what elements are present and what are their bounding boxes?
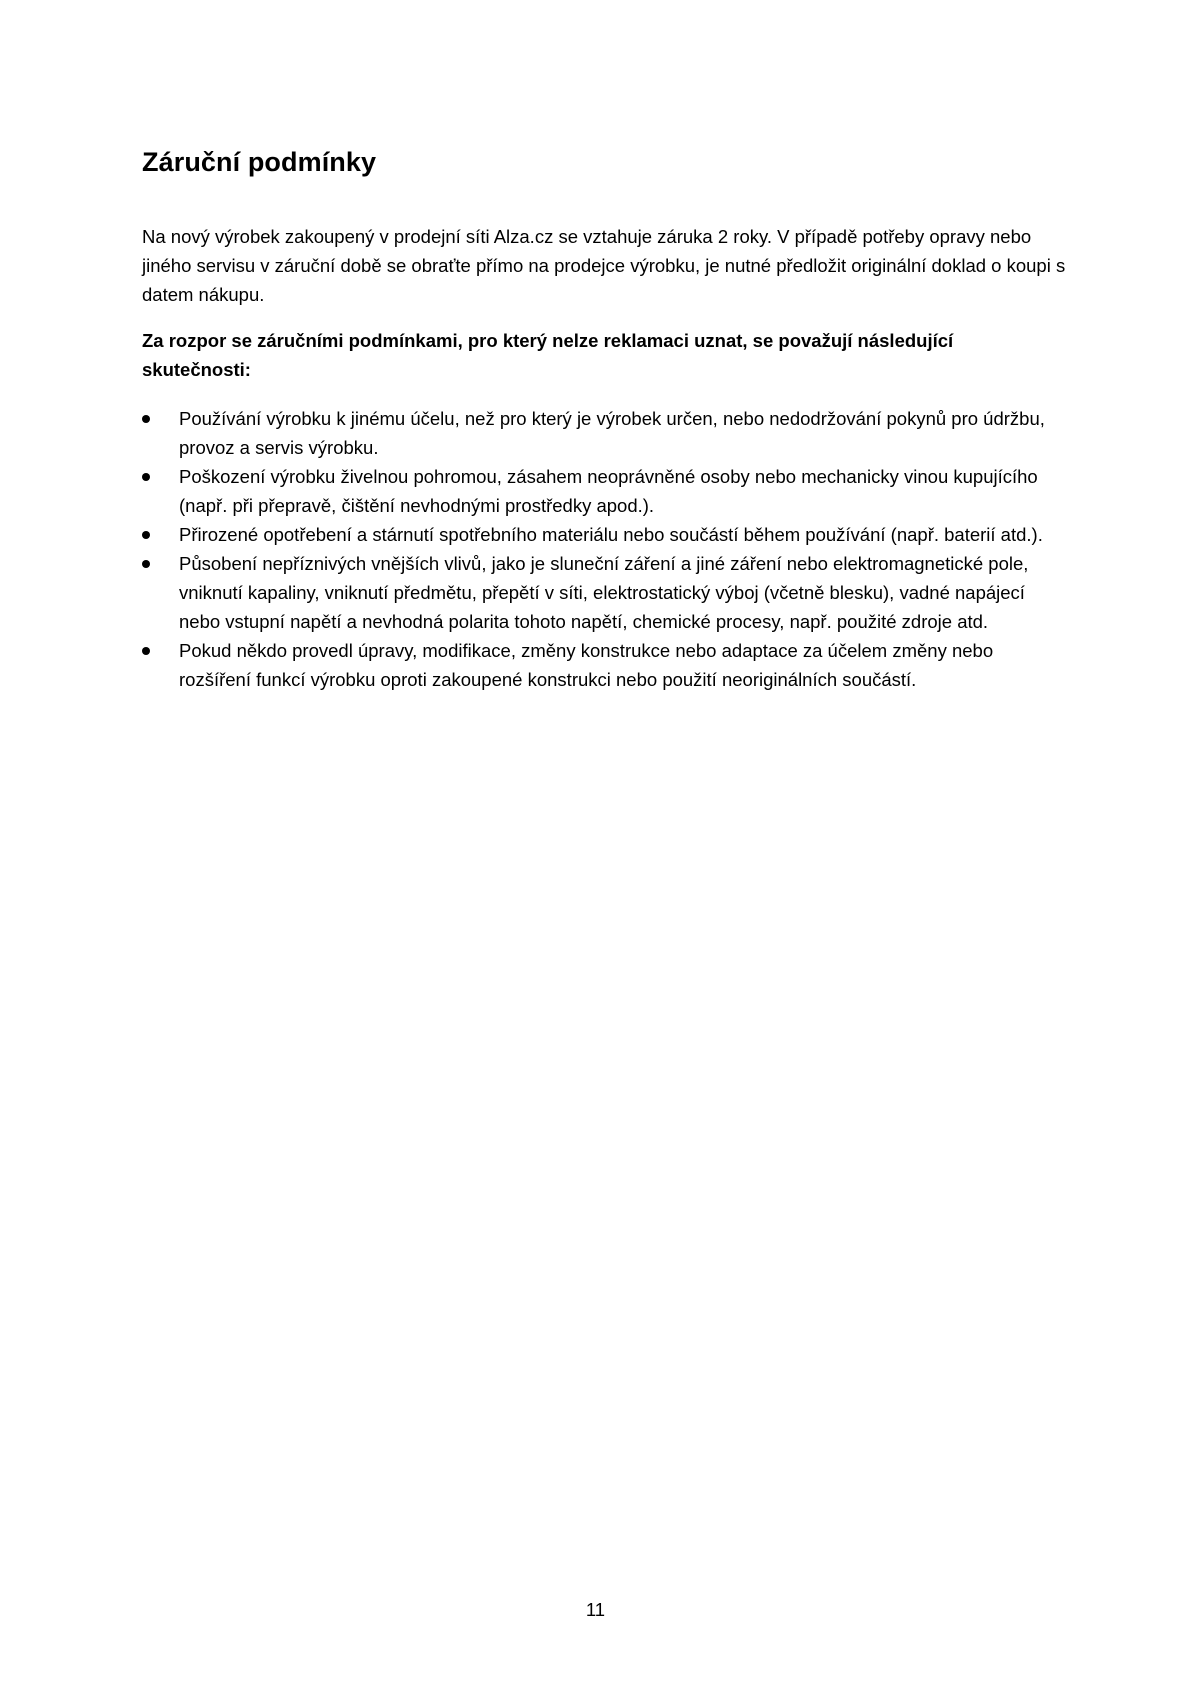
conditions-bullet-list [142, 404, 1067, 694]
page-content [142, 142, 1067, 694]
bullet-item [142, 462, 1067, 520]
bullet-item [142, 520, 1067, 549]
bullet-text: Poškození výrobku živelnou pohromou, zásahem neoprávněné osoby nebo mechanicky vinou kupujícího (např. při přepravě, čištění nevhodnými prostředky apod.). [179, 466, 1038, 516]
bullet-text: Používání výrobku k jinému účelu, než pro který je výrobek určen, nebo nedodržování pokynů pro údržbu, provoz a servis výrobku. [179, 408, 1045, 458]
bullet-item [142, 636, 1067, 694]
bullet-icon [142, 531, 150, 539]
bullet-item [142, 549, 1067, 636]
bullet-icon [142, 473, 150, 481]
page-number: 11 [585, 1599, 606, 1620]
bullet-icon [142, 647, 150, 655]
bullet-text: Působení nepříznivých vnějších vlivů, jako je sluneční záření a jiné záření nebo elektromagnetické pole, vniknutí kapaliny, vniknutí předmětu, přepětí v síti, elektrostatický výboj (včetně blesku), vadné napájecí nebo vstupní napětí a nevhodná polarita tohoto napětí, chemické procesy, např. použité zdroje atd. [179, 553, 1029, 632]
bullet-text: Přirozené opotřebení a stárnutí spotřebního materiálu nebo součástí během používání (např. baterií atd.). [179, 524, 1043, 545]
conditions-lead-paragraph: Za rozpor se záručními podmínkami, pro který nelze reklamaci uznat, se považují následující skutečnosti: [142, 330, 954, 380]
intro-paragraph: Na nový výrobek zakoupený v prodejní síti Alza.cz se vztahuje záruka 2 roky. V případě potřeby opravy nebo jiného servisu v záruční době se obraťte přímo na prodejce výrobku, je nutné předložit originální doklad o koupi s datem nákupu. [142, 226, 1066, 305]
bullet-item [142, 404, 1067, 462]
bullet-text: Pokud někdo provedl úpravy, modifikace, změny konstrukce nebo adaptace za účelem změny nebo rozšíření funkcí výrobku oproti zakoupené konstrukci nebo použití neoriginálních součástí. [179, 640, 994, 690]
bullet-icon [142, 560, 150, 568]
page-title: Záruční podmínky [142, 147, 377, 177]
bullet-icon [142, 415, 150, 423]
